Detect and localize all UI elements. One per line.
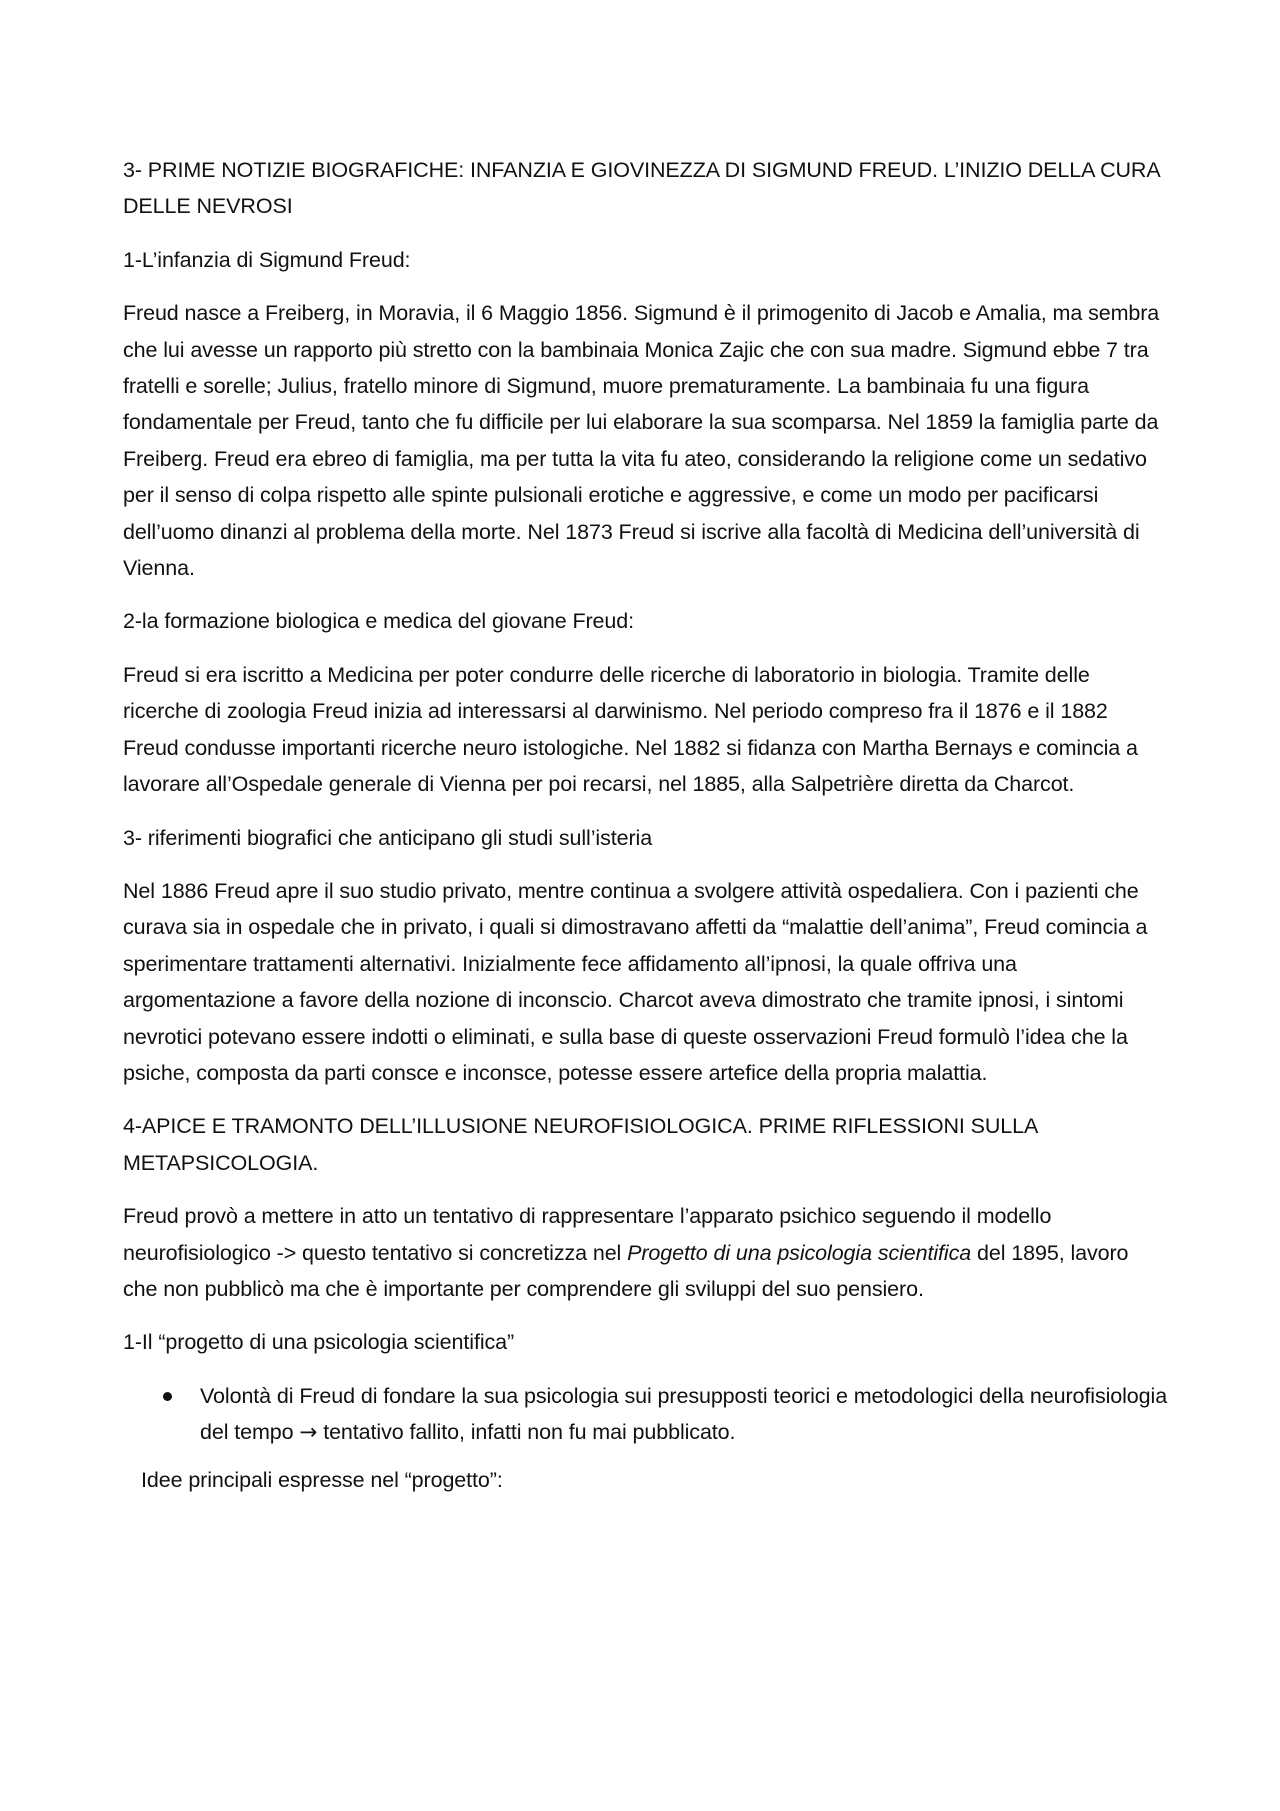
paragraph-hysteria: Nel 1886 Freud apre il suo studio privato, mentre continua a svolgere attività ospedaliera. Con i pazienti che curava sia in ospedale che in privato, i quali si dimostravano affetti da “malattie dell’anima”, Freud comincia a sperimentare trattamenti alternativi. Inizialmente fece affidamento all’ipnosi, la quale offriva una argomentazione a favore della nozione di inconscio. Charcot aveva dimostrato che tramite ipnosi, i sintomi nevrotici potevano essere indotti o eliminati, e sulla base di queste osservazioni Freud formulò l’idea che la psiche, composta da parti consce e inconsce, potesse essere artefice della propria malattia. [123,878,1148,1085]
ideas-intro-line: Idee principali espresse nel “progetto”: [141,1467,503,1492]
list-item-text: Volontà di Freud di fondare la sua psicologia sui presupposti teorici e metodologici della neurofisiologia del tempo [200,1383,1168,1445]
chapter-title-neurophysiology: 4-APICE E TRAMONTO DELL’ILLUSIONE NEUROFISIOLOGICA. PRIME RIFLESSIONI SULLA METAPSICOLOGIA. [123,1114,1038,1175]
bullet-list [123,1378,1168,1452]
section-heading-childhood: 1-L’infanzia di Sigmund Freud: [123,247,411,272]
chapter-title: 3- PRIME NOTIZIE BIOGRAFICHE: INFANZIA E GIOVINEZZA DI SIGMUND FREUD. L’INIZIO DELLA CURA DELLE NEVROSI [123,158,1160,219]
section-heading-education: 2-la formazione biologica e medica del giovane Freud: [123,609,634,634]
section-heading-project: 1-Il “progetto di una psicologia scientifica” [123,1330,515,1355]
list-item-text: tentativo fallito, infatti non fu mai pubblicato. [317,1420,736,1445]
paragraph-childhood: Freud nasce a Freiberg, in Moravia, il 6 Maggio 1856. Sigmund è il primogenito di Jacob e Amalia, ma sembra che lui avesse un rapporto più stretto con la bambinaia Monica Zajic che con sua madre. Sigmund ebbe 7 tra fratelli e sorelle; Julius, fratello minore di Sigmund, muore prematuramente. La bambinaia fu una figura fondamentale per Freud, tanto che fu difficile per lui elaborare la sua scomparsa. Nel 1859 la famiglia parte da Freiberg. Freud era ebreo di famiglia, ma per tutta la vita fu ateo, considerando la religione come un sedativo per il senso di colpa rispetto alle spinte pulsionali erotiche e aggressive, e come un modo per pacificarsi dell’uomo dinanzi al problema della morte. Nel 1873 Freud si iscrive alla facoltà di Medicina dell’università di Vienna. [123,301,1160,581]
arrow-right-icon: → [299,1420,318,1446]
list-item [123,1378,1168,1452]
document-body [123,152,1168,1515]
bullet-icon [163,1392,172,1401]
book-title-italic: Progetto di una psicologia scientifica [627,1240,972,1265]
paragraph-text-part: del 1895, lavoro che non pubblicò ma che è importante per comprendere gli sviluppi del suo pensiero. [123,1240,1129,1301]
paragraph-education: Freud si era iscritto a Medicina per poter condurre delle ricerche di laboratorio in biologia. Tramite delle ricerche di zoologia Freud inizia ad interessarsi al darwinismo. Nel periodo compreso fra il 1876 e il 1882 Freud condusse importanti ricerche neuro istologiche. Nel 1882 si fidanza con Martha Bernays e comincia a lavorare all’Ospedale generale di Vienna per poi recarsi, nel 1885, alla Salpetrière diretta da Charcot. [123,662,1138,797]
paragraph-text-part: Freud provò a mettere in atto un tentativo di rappresentare l’apparato psichico seguendo il modello neurofisiologico -> questo tentativo si concretizza nel [123,1204,1052,1265]
paragraph-neurophysiology [123,1198,1168,1307]
section-heading-hysteria: 3- riferimenti biografici che anticipano gli studi sull’isteria [123,825,653,850]
